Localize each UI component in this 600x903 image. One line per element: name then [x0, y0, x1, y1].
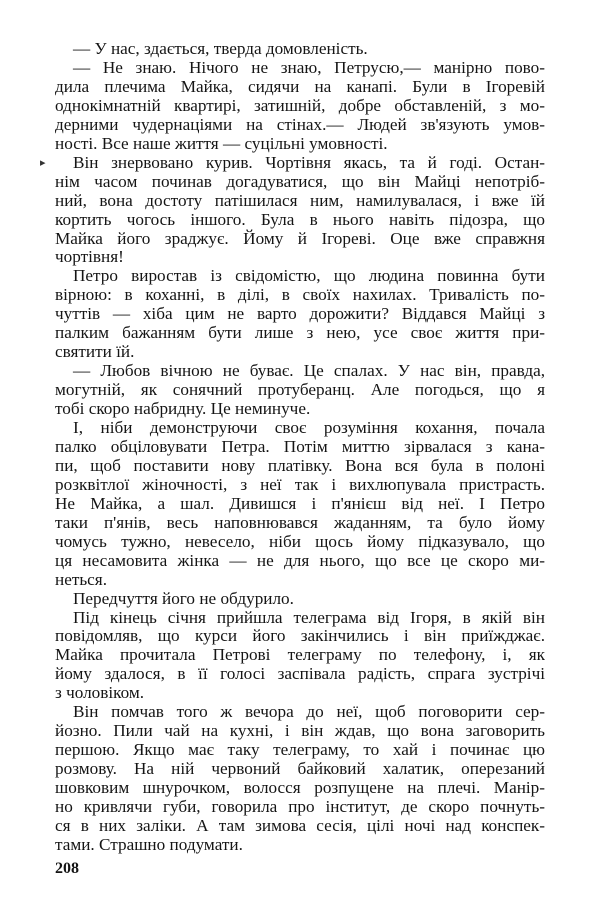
text-line: ний, вона достоту патішилася ним, намилувалася, і вже їй: [55, 190, 545, 210]
text-line: вірною: в коханні, в ділі, в своїх нахилах. Тривалість по-: [55, 285, 545, 305]
text-line: палко обціловувати Петра. Потім миттю зірвалася з кана-: [55, 436, 545, 456]
text-line: першою. Якщо має таку телеграму, то хай і починає цю: [55, 740, 545, 760]
text-line: кортить чогось іншого. Була в нього навіть підозра, що: [55, 209, 545, 229]
text-line: повідомляв, що курси його закінчились і він приїжджає.: [55, 626, 545, 646]
text-line: палким бажанням бути лише з нею, усе своє життя при-: [55, 323, 545, 343]
text-line: — У нас, здається, тверда домовленість.: [73, 39, 368, 58]
text-line: Під кінець січня прийшла телеграма від Ігоря, в якій він: [73, 607, 545, 627]
text-line: Майка прочитала Петрові телеграму по телефону, і, як: [55, 645, 545, 665]
text-line: Він знервовано курив. Чортівня якась, та й годі. Остан-: [73, 152, 545, 172]
text-line: І, ніби демонструючи своє розуміння кохання, почала: [73, 418, 545, 437]
text-line: Передчуття його не обдурило.: [73, 588, 294, 608]
page-number: 208: [55, 860, 79, 877]
text-line: пи, щоб поставити нову платівку. Вона вся була в полоні: [55, 455, 545, 475]
text-line: неться.: [55, 569, 108, 589]
text-line: шовковим шнурочком, волосся розпущене на плечі. Манір-: [55, 778, 545, 798]
text-line: Не Майка, а шал. Дивишся і п'янієш від неї. І Петро: [55, 493, 545, 513]
text-line: тами. Страшно подумати.: [55, 834, 243, 854]
text-line: дила плечима Майка, сидячи на канапі. Були в Ігоревій: [55, 76, 545, 96]
text-line: Майка його зраджує. Йому й Ігореві. Оце вже справжня: [55, 228, 545, 248]
text-line: чуттів — хіба цим не варто дорожити? Віддався Майці з: [55, 304, 545, 324]
text-line: нім часом починав догадуватися, що він Майці непотріб-: [55, 171, 545, 191]
text-line: чомусь тужно, невесело, ніби щось йому підказувало, що: [55, 531, 545, 551]
margin-mark-icon: ▸: [40, 157, 46, 169]
text-line: йозно. Пили чай на кухні, і він ждав, що вона заговорить: [55, 721, 545, 741]
text-line: могутній, як сонячний протуберанц. Але погодься, що я: [55, 380, 545, 400]
text-line: — Не знаю. Нічого не знаю, Петрусю,— манірно пово-: [73, 57, 545, 77]
text-line: тобі скоро набридну. Це неминуче.: [55, 399, 311, 419]
text-line: розквітлої жіночності, з неї так і вихлюпувала пристрасть.: [55, 474, 545, 494]
text-line: однокімнатній квартирі, затишній, добре обставленій, з мо-: [55, 95, 545, 115]
text-line: ності. Все наше життя — суцільні умовності.: [55, 133, 388, 153]
text-line: Петро виростав із свідомістю, що людина повинна бути: [73, 266, 545, 286]
text-line: святити їй.: [55, 342, 135, 362]
text-line: ця несамовита жінка — не для нього, що все це скоро ми-: [55, 550, 545, 570]
text-line: Він помчав того ж вечора до неї, щоб поговорити сер-: [73, 702, 545, 722]
text-line: чортівня!: [55, 247, 124, 267]
text-line: розмову. На ній червоний байковий халатик, оперезаний: [55, 759, 545, 779]
text-line: ся в них заліки. А там зимова сесія, цілі ночі над конспек-: [55, 815, 545, 835]
text-line: таки п'янів, весь наповнювався жаданням, та було йому: [55, 512, 545, 532]
text-line: з чоловіком.: [55, 683, 145, 703]
text-line: но кривлячи губи, говорила про інститут, де скоро почнуть-: [55, 797, 545, 816]
text-line: йому здалося, в її голосі заспівала радість, спрага зустрічі: [55, 664, 545, 684]
text-line: дерними чудернаціями на стінах.— Людей зв'язують умов-: [55, 114, 545, 134]
text-line: — Любов вічною не буває. Це спалах. У нас він, правда,: [73, 361, 545, 381]
